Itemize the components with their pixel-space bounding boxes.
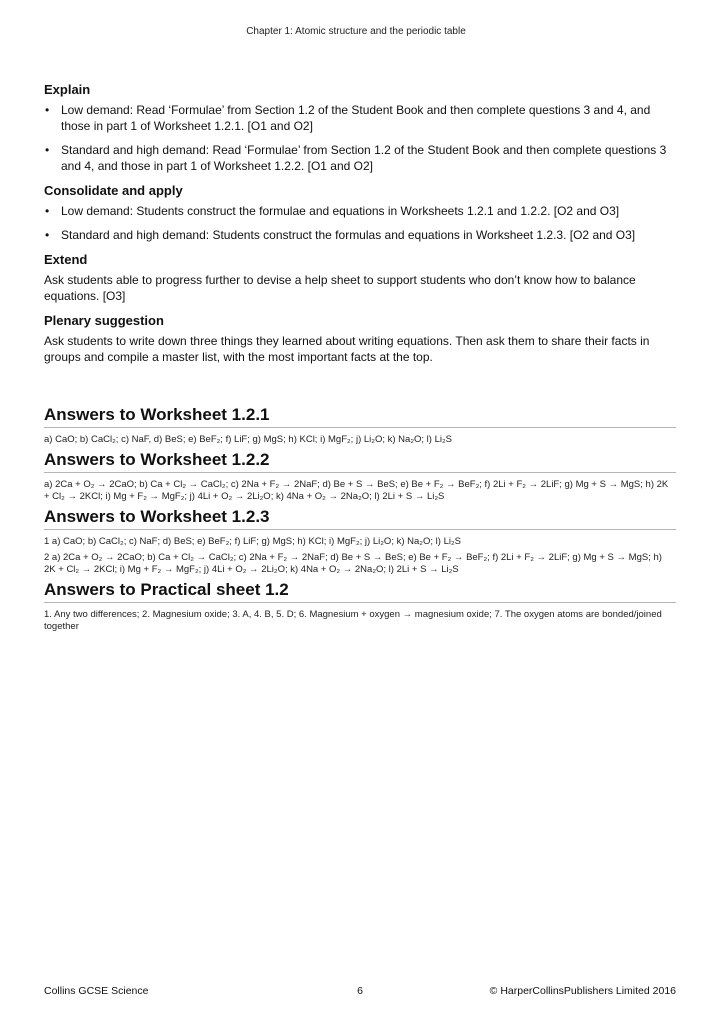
footer-series: Collins GCSE Science — [44, 985, 149, 997]
page-number: 6 — [357, 985, 363, 997]
answers-heading: Answers to Worksheet 1.2.3 — [44, 507, 676, 530]
extend-text: Ask students able to progress further to devise a help sheet to support students who don’t know how to balance equations. [O3] — [44, 273, 636, 303]
plenary-text: Ask students to write down three things they learned about writing equations. Then ask them to share their facts in groups and compile a master list, with the most important facts at the top. — [44, 334, 650, 364]
answers-practical-sheet-1-2 — [44, 580, 676, 633]
answer-line: 1. Any two differences; 2. Magnesium oxide; 3. A, 4. B, 5. D; 6. Magnesium + oxygen → magnesium oxide; 7. The oxygen atoms are bonded/joined together — [44, 609, 662, 632]
consolidate-section — [44, 183, 676, 243]
plenary-heading: Plenary suggestion — [44, 313, 164, 328]
page-content — [44, 82, 676, 637]
answer-line: a) 2Ca + O₂ → 2CaO; b) Ca + Cl₂ → CaCl₂; c) 2Na + F₂ → 2NaF; d) Be + S → BeS; e) Be + F₂ → BeF₂; f) 2Li + F₂ → 2LiF; g) Mg + S → MgS; h) 2K + Cl₂ → 2KCl; i) Mg + F₂ → MgF₂; j) 4Li + O₂ → 2Li₂O; k) 4Na + O₂ → 2Na₂O; l) 2Li + S → Li₂S — [44, 479, 669, 502]
answers-heading: Answers to Practical sheet 1.2 — [44, 580, 676, 603]
extend-heading: Extend — [44, 252, 88, 267]
footer-copyright: © HarperCollinsPublishers Limited 2016 — [489, 985, 676, 997]
answer-line: 1 a) CaO; b) CaCl₂; c) NaF; d) BeS; e) BeF₂; f) LiF; g) MgS; h) KCl; i) MgF₂; j) Li₂O; k) Na₂O; l) Li₂S — [44, 536, 461, 547]
answers-heading: Answers to Worksheet 1.2.2 — [44, 450, 676, 473]
extend-section — [44, 252, 676, 304]
answers-worksheet-1-2-2 — [44, 450, 676, 503]
answer-line: a) CaO; b) CaCl₂; c) NaF, d) BeS; e) BeF₂; f) LiF; g) MgS; h) KCl; i) MgF₂; j) Li₂O; k) Na₂O; l) Li₂S — [44, 434, 453, 445]
consolidate-heading: Consolidate and apply — [44, 183, 183, 198]
list-item: • Standard and high demand: Read ‘Formulae’ from Section 1.2 of the Student Book and then complete questions 3 and 4, and those in part 1 of Worksheet 1.2.2. [O1 and O2] — [44, 142, 676, 174]
explain-list — [44, 102, 676, 174]
answer-line: 2 a) 2Ca + O₂ → 2CaO; b) Ca + Cl₂ → CaCl₂; c) 2Na + F₂ → 2NaF; d) Be + S → BeS; e) Be + F₂ → BeF₂; f) 2Li + F₂ → 2LiF; g) Mg + S → MgS; h) 2K + Cl₂ → 2KCl; i) Mg + F₂ → MgF₂; j) 4Li + O₂ → 2Li₂O; k) 4Na + O₂ → 2Na₂O; l) 2Li + S → Li₂S — [44, 552, 662, 575]
plenary-section — [44, 313, 676, 365]
list-item: • Low demand: Students construct the formulae and equations in Worksheets 1.2.1 and 1.2.2. [O2 and O3] — [44, 203, 676, 219]
running-header: Chapter 1: Atomic structure and the periodic table — [246, 26, 466, 37]
answers-worksheet-1-2-1 — [44, 405, 676, 446]
list-item: • Low demand: Read ‘Formulae’ from Section 1.2 of the Student Book and then complete questions 3 and 4, and those in part 1 of Worksheet 1.2.1. [O1 and O2] — [44, 102, 676, 134]
answers-worksheet-1-2-3 — [44, 507, 676, 576]
explain-section — [44, 82, 676, 174]
explain-heading: Explain — [44, 82, 91, 97]
consolidate-list — [44, 203, 676, 243]
list-item: • Standard and high demand: Students construct the formulas and equations in Worksheet 1.2.3. [O2 and O3] — [44, 227, 676, 243]
answers-heading: Answers to Worksheet 1.2.1 — [44, 405, 676, 428]
